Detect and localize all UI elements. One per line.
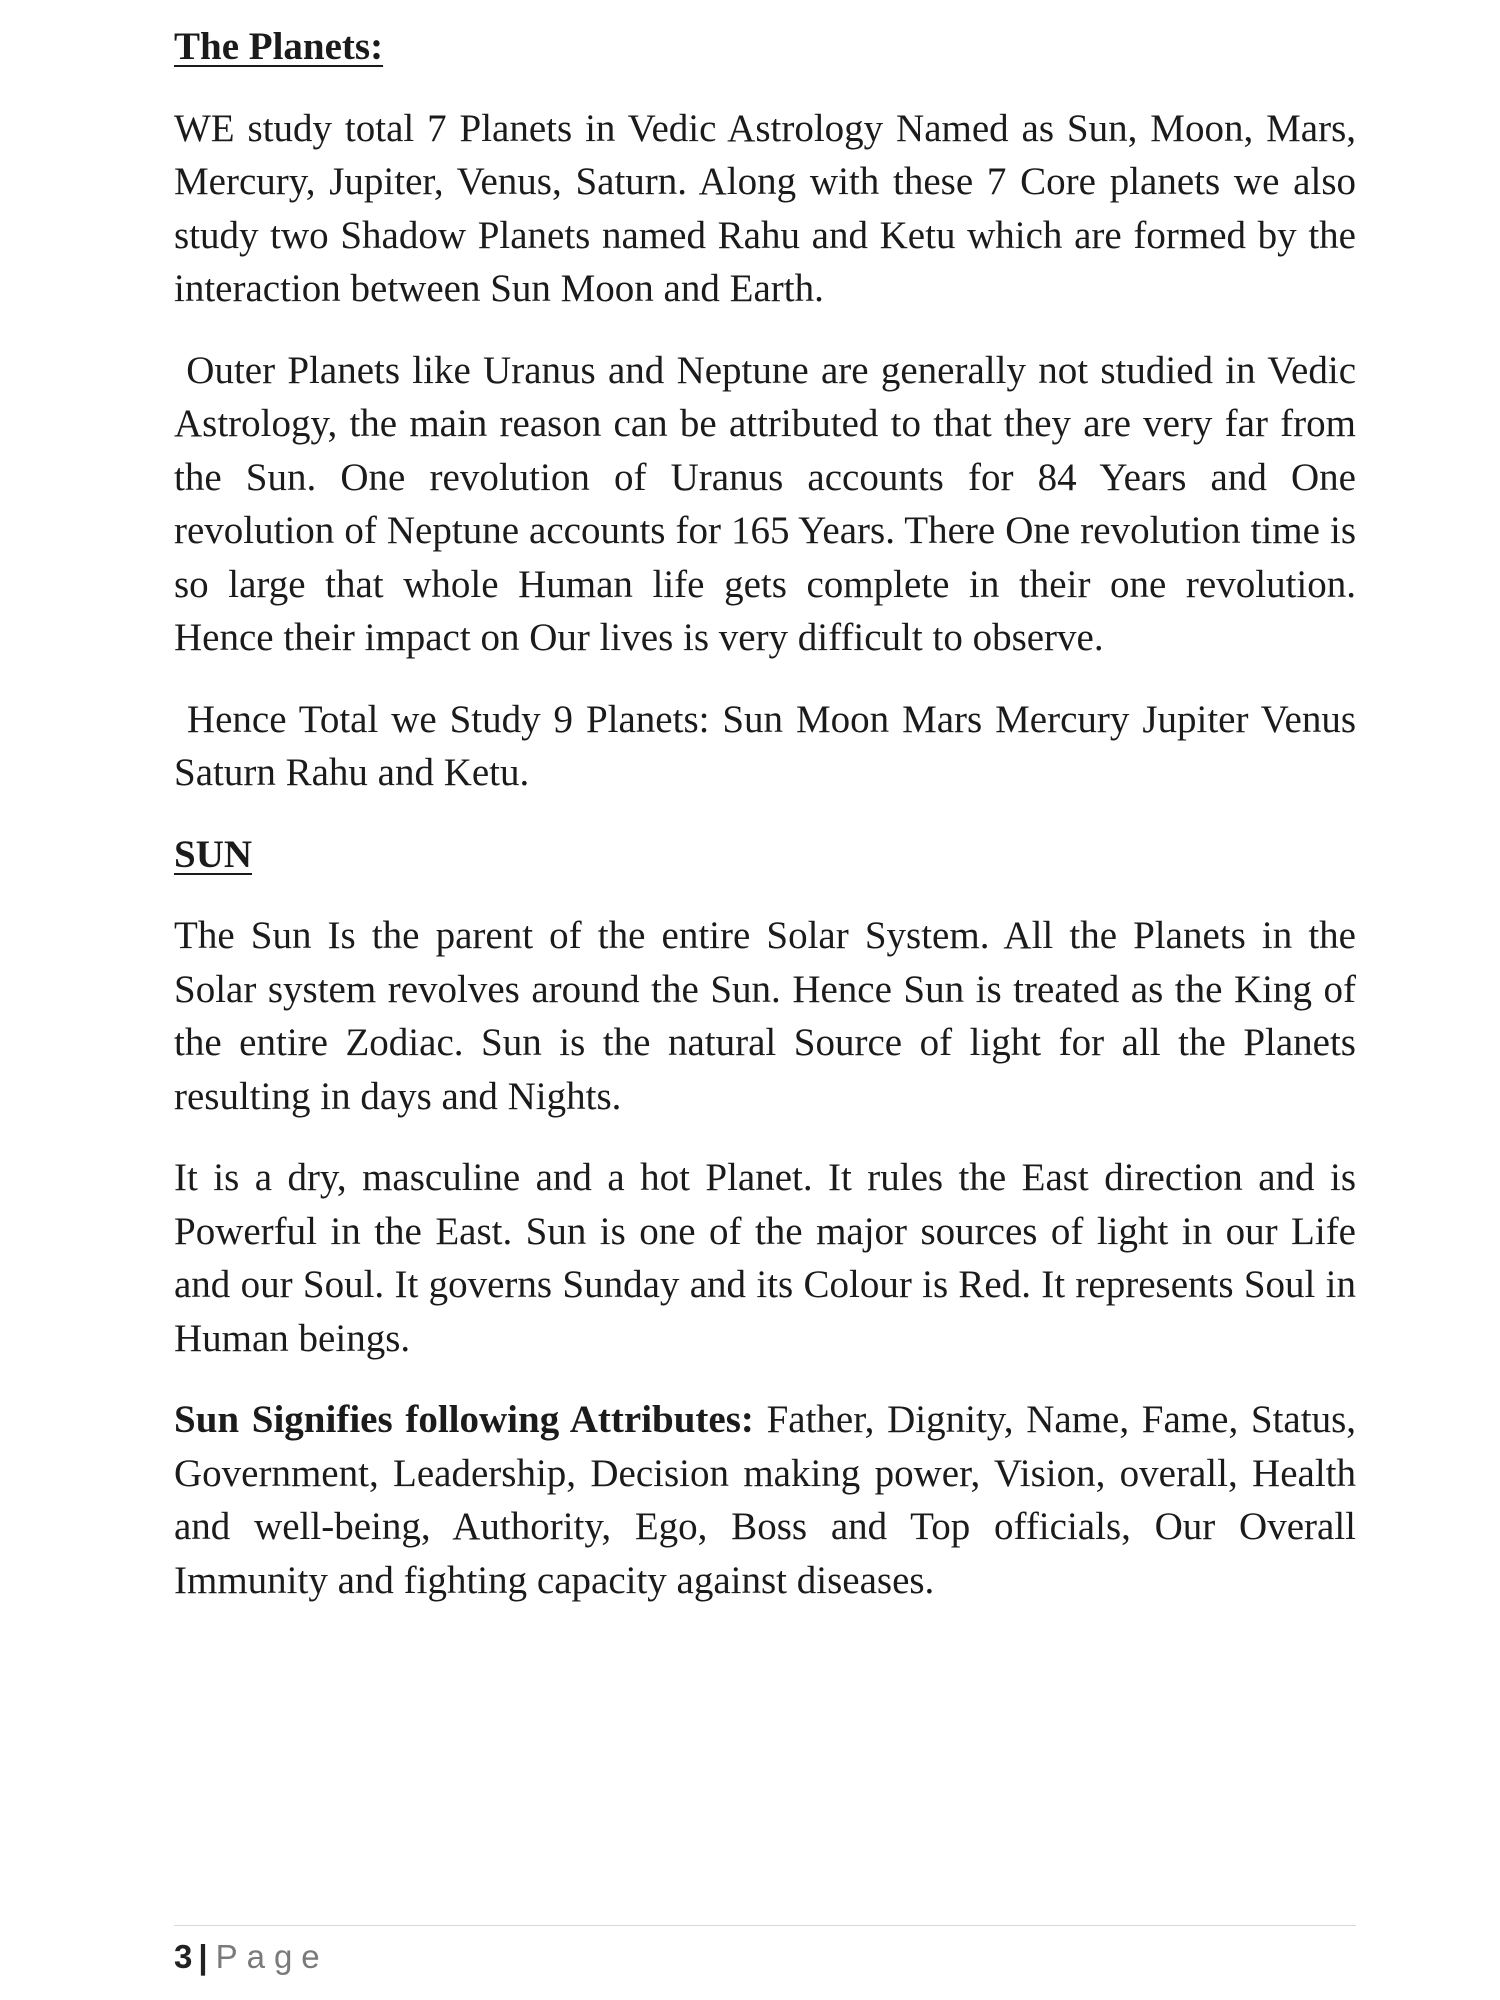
- paragraph-total-planets: [174, 693, 1356, 800]
- paragraph-sun-attributes: [174, 1393, 1356, 1607]
- paragraph-outer-planets: [174, 344, 1356, 665]
- page-label: Page: [215, 1938, 329, 1975]
- paragraph-total-planets-text: Hence Total we Study 9 Planets: Sun Moon Mars Mercury Jupiter Venus Saturn Rahu and Ketu.: [174, 697, 1357, 794]
- section-heading-planets: The Planets:: [174, 25, 384, 68]
- page-footer: [174, 1935, 329, 1979]
- page-number: 3: [174, 1938, 193, 1975]
- paragraph-sun-parent: The Sun Is the parent of the entire Solar System. All the Planets in the Solar system revolves around the Sun. Hence Sun is treated as the King of the entire Zodiac. Sun is the natural Source of light for all the Planets resulting in days and Nights.: [174, 914, 1356, 1118]
- paragraph-sun-nature: It is a dry, masculine and a hot Planet. It rules the East direction and is Powerful in the East. Sun is one of the major sources of light in our Life and our Soul. It governs Sunday and its Colour is Red. It represents Soul in Human beings.: [174, 1156, 1356, 1360]
- footer-separator: |: [198, 1938, 208, 1975]
- attributes-list: Father, Dignity, Name, Fame, Status, Government, Leadership, Decision making power, Vision, overall, Health and well-being, Authority, Ego, Boss and Top officials, Our Overall Immunity and fighting capacity against diseases.: [174, 1398, 1356, 1602]
- paragraph-outer-planets-text: Outer Planets like Uranus and Neptune are generally not studied in Vedic Astrology, the main reason can be attributed to that they are very far from the Sun. One revolution of Uranus accounts for 84 Years and One revolution of Neptune accounts for 165 Years. There One revolution time is so large that whole Human life gets complete in their one revolution. Hence their impact on Our lives is very difficult to observe.: [174, 348, 1356, 659]
- paragraph-planets-intro: WE study total 7 Planets in Vedic Astrology Named as Sun, Moon, Mars, Mercury, Jupiter, Venus, Saturn. Along with these 7 Core planets we also study two Shadow Planets named Rahu and Ketu which are formed by the interaction between Sun Moon and Earth.: [174, 106, 1356, 310]
- document-page: [174, 20, 1356, 1635]
- footer-divider: [174, 1925, 1356, 1926]
- section-heading-sun: SUN: [174, 832, 253, 876]
- attributes-lead: Sun Signifies following Attributes:: [174, 1398, 754, 1441]
